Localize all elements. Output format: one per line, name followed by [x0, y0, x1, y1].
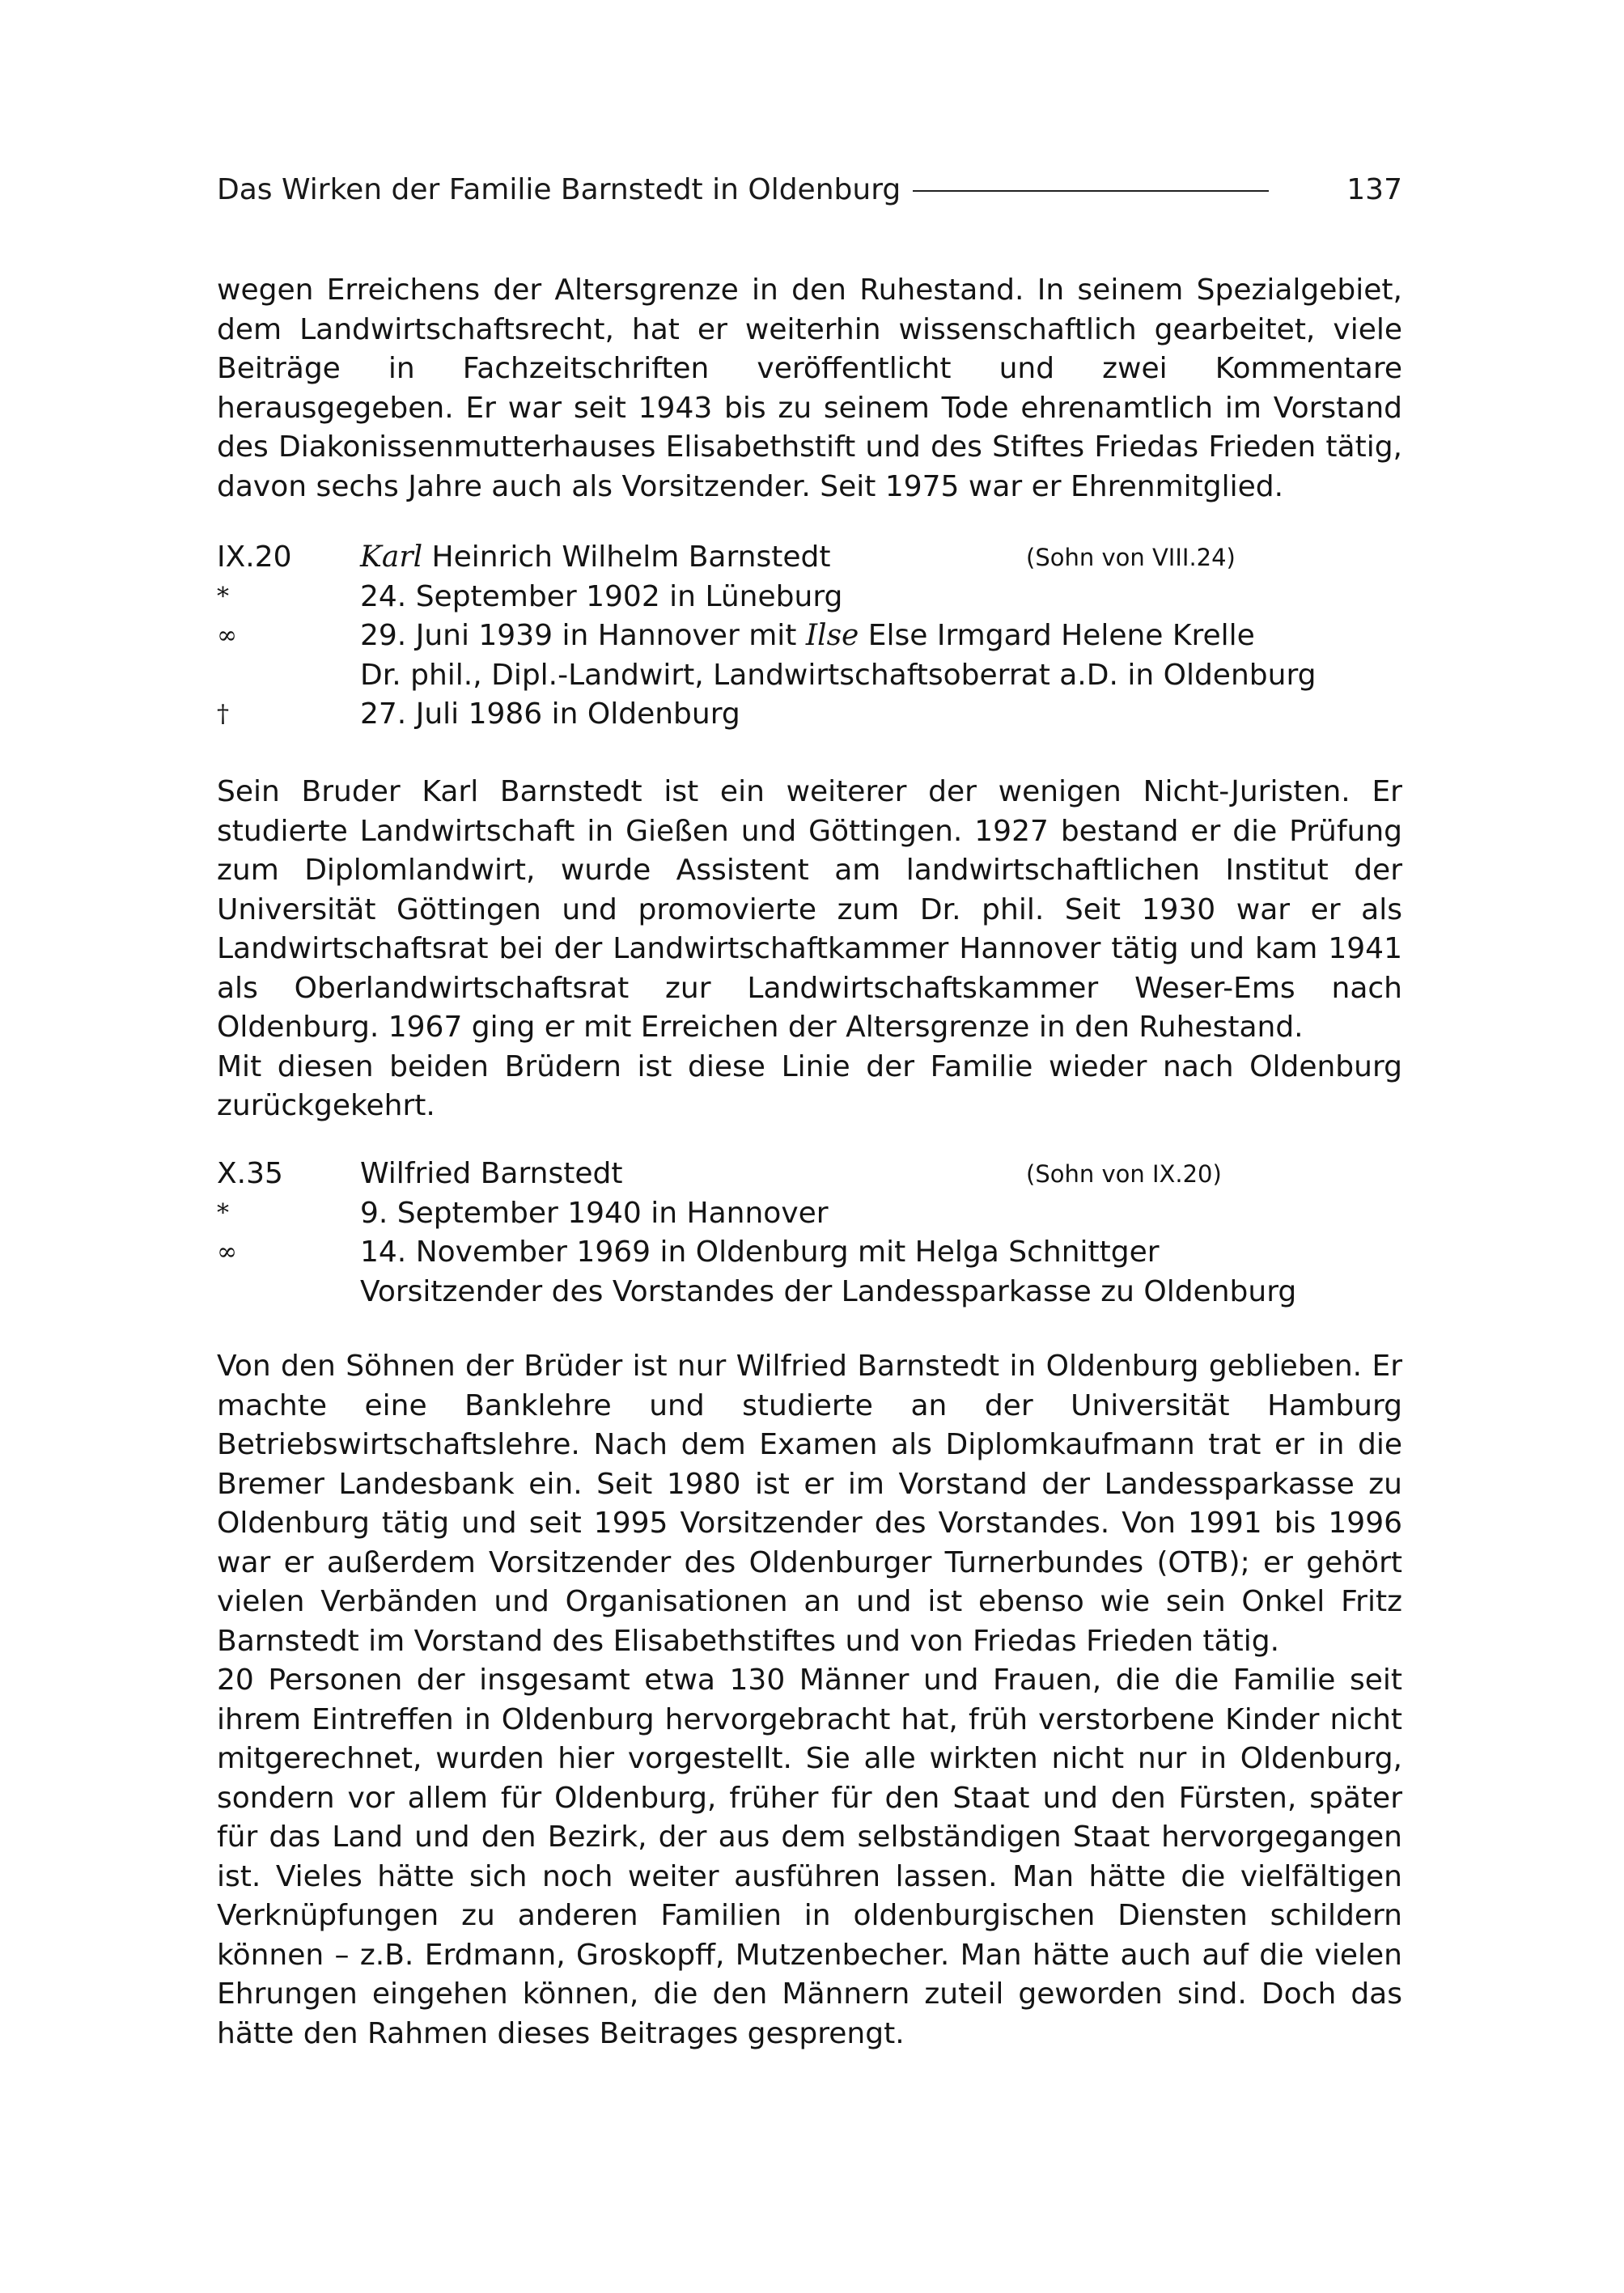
running-header	[217, 166, 1402, 214]
marriage-symbol: ∞	[217, 1238, 237, 1266]
entry-id: IX.20	[217, 540, 292, 574]
entry-birth: 24. September 1902 in Lüneburg	[360, 579, 843, 613]
entry-marriage-row	[217, 617, 1402, 656]
entry-title-row	[217, 656, 1402, 696]
marriage-pre: 29. Juni 1939 in Hannover mit	[360, 619, 806, 652]
marriage-symbol: ∞	[217, 621, 237, 650]
entry-marriage: 14. November 1969 in Oldenburg mit Helga Schnittger	[360, 1236, 1160, 1269]
genealogy-entry-x35	[217, 1155, 1402, 1312]
entry-name-row	[217, 1155, 1402, 1194]
entry-birth-row	[217, 578, 1402, 617]
entry-title-row	[217, 1273, 1402, 1312]
paragraph-text: wegen Erreichens der Altersgrenze in den Ruhestand. In seinem Spezialgebiet, dem Landwirtschaftsrecht, hat er weiterhin wissenschaftlich gearbeitet, viele Beiträge in Fachzeitschriften veröffentlicht und zwei Kommentare herausgegeben. Er war seit 1943 bis zu seinem Tode ehrenamtlich im Vorstand des Diakonissenmutterhauses Elisabethstift und des Stiftes Friedas Frieden tätig, davon sechs Jahre auch als Vorsitzender. Seit 1975 war er Ehrenmitglied.	[217, 273, 1402, 503]
entry-birth: 9. September 1940 in Hannover	[360, 1196, 829, 1230]
entry-marriage-row	[217, 1233, 1402, 1273]
spouse-italic: Ilse	[805, 619, 859, 652]
paragraph-text: 20 Personen der insgesamt etwa 130 Männer und Frauen, die die Familie seit ihrem Eintreffen in Oldenburg hervorgebracht hat, früh verstorbene Kinder nicht mitgerechnet, wurden hier vorgestellt. Sie alle wirkten nicht nur in Oldenburg, sondern vor allem für Oldenburg, früher für den Staat und den Fürsten, später für das Land und den Bezirk, der aus dem selbständigen Staat hervorgegangen ist. Vieles hätte sich noch weiter ausführen lassen. Man hätte die vielfältigen Verknüpfungen zu anderen Familien in oldenburgischen Diensten schildern können – z.B. Erdmann, Groskopff, Mutzenbecher. Man hätte auch auf die vielen Ehrungen eingehen können, die den Männern zuteil geworden sind. Doch das hätte den Rahmen dieses Beitrages gesprengt.	[217, 1664, 1402, 2050]
paragraph-text: Sein Bruder Karl Barnstedt ist ein weiterer der wenigen Nicht-Juristen. Er studierte Landwirtschaft in Gießen und Göttingen. 1927 bestand er die Prüfung zum Diplomlandwirt, wurde Assistent am landwirtschaftlichen Institut der Universität Göttingen und promovierte zum Dr. phil. Seit 1930 war er als Landwirtschaftsrat bei der Landwirtschaftkammer Hannover tätig und kam 1941 als Oberlandwirtschaftsrat zur Landwirtschaftskammer Weser-Ems nach Oldenburg. 1967 ging er mit Erreichen der Altersgrenze in den Ruhestand.	[217, 775, 1402, 1044]
entry-parent-ref: (Sohn von VIII.24)	[1026, 544, 1236, 571]
paragraph-karl	[217, 773, 1402, 1126]
entry-title: Dr. phil., Dipl.-Landwirt, Landwirtschaftsoberrat a.D. in Oldenburg	[360, 658, 1317, 692]
page-number: 137	[1346, 173, 1402, 206]
entry-death: 27. Juli 1986 in Oldenburg	[360, 697, 740, 731]
paragraph-continuation	[217, 271, 1402, 506]
entry-parent-ref: (Sohn von IX.20)	[1026, 1160, 1222, 1188]
entry-name-row	[217, 538, 1402, 578]
header-rule	[913, 190, 1269, 192]
entry-birth-row	[217, 1194, 1402, 1234]
death-symbol: †	[217, 700, 229, 728]
paragraph-text: Von den Söhnen der Brüder ist nur Wilfried Barnstedt in Oldenburg geblieben. Er machte eine Banklehre und studierte an der Universität Hamburg Betriebswirtschaftslehre. Nach dem Examen als Diplomkaufmann trat er in die Bremer Landesbank ein. Seit 1980 ist er im Vorstand der Landessparkasse zu Oldenburg tätig und seit 1995 Vorsitzender des Vorstandes. Von 1991 bis 1996 war er außerdem Vorsitzender des Oldenburger Turnerbundes (OTB); er gehört vielen Verbänden und Organisationen an und ist ebenso wie sein Onkel Fritz Barnstedt im Vorstand des Elisabethstiftes und von Friedas Frieden tätig.	[217, 1350, 1402, 1658]
birth-symbol: *	[217, 1198, 229, 1227]
birth-symbol: *	[217, 582, 229, 611]
genealogy-entry-ix20	[217, 538, 1402, 735]
entry-id: X.35	[217, 1157, 283, 1190]
entry-death-row	[217, 695, 1402, 735]
running-title: Das Wirken der Familie Barnstedt in Oldenburg	[217, 173, 901, 206]
paragraph-wilfried	[217, 1347, 1402, 2054]
entry-title: Vorsitzender des Vorstandes der Landessparkasse zu Oldenburg	[360, 1274, 1297, 1308]
marriage-post: Else Irmgard Helene Krelle	[859, 619, 1255, 652]
paragraph-text: Mit diesen beiden Brüdern ist diese Linie der Familie wieder nach Oldenburg zurückgekehrt.	[217, 1049, 1402, 1122]
entry-name	[360, 538, 830, 578]
entry-name: Wilfried Barnstedt	[360, 1157, 623, 1190]
name-rest: Heinrich Wilhelm Barnstedt	[422, 540, 831, 574]
entry-marriage	[360, 617, 1255, 656]
name-italic: Karl	[360, 540, 423, 574]
